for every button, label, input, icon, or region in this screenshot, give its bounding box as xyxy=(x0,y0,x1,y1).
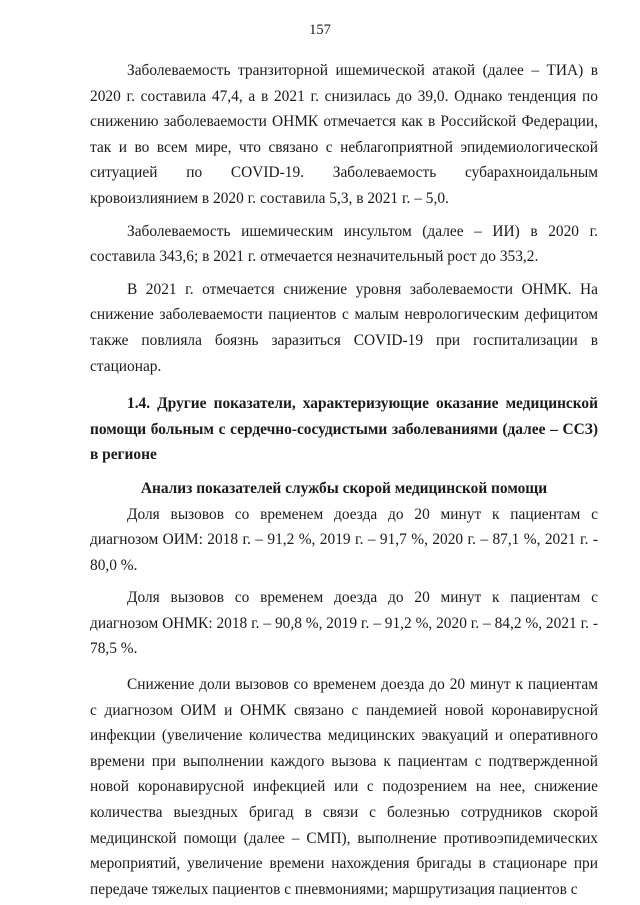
paragraph-oim-calls: Доля вызовов со временем доезда до 20 минут к пациентам с диагнозом ОИМ: 2018 г. – 91,2 %, 2019 г. – 91,7 %, 2020 г. – 87,1 %, 2021 г. - 80,0 %. xyxy=(90,505,598,574)
paragraph-onmk-calls: Доля вызовов со временем доезда до 20 минут к пациентам с диагнозом ОНМК: 2018 г. – 90,8 %, 2019 г. – 91,2 %, 2020 г. – 84,2 %, 2021 г. - 78,5 %. xyxy=(90,589,598,658)
section-heading: 1.4. Другие показатели, характеризующие оказание медицинской помощи больным с сердечно-сосудистыми заболеваниями (далее – ССЗ) в регионе xyxy=(90,395,598,464)
document-body xyxy=(90,58,598,902)
page-number: 157 xyxy=(309,22,331,38)
sub-heading: Анализ показателей службы скорой медицинской помощи xyxy=(140,479,548,497)
paragraph-calls-decline-reasons: Снижение доли вызовов со временем доезда до 20 минут к пациентам с диагнозом ОИМ и ОНМК связано с пандемией новой коронавирусной инфекции (увеличение количества медицинских эвакуаций и оперативного времени при выполнении каждого вызова к пациентам с подтвержденной новой коронавирусной инфекцией или с подозрением на нее, снижение количества выездных бригад в связи с болезнью сотрудников скорой медицинской помощи (далее – СМП), выполнение противоэпидемических мероприятий, увеличение времени нахождения бригады в стационаре при передаче тяжелых пациентов с пневмониями; маршрутизация пациентов с xyxy=(90,676,598,898)
paragraph-tia-incidence: Заболеваемость транзиторной ишемической атакой (далее – ТИА) в 2020 г. составила 47,4, а в 2021 г. снизилась до 39,0. Однако тенденция по снижению заболеваемости ОНМК отмечается как в Российской Федерации, так и во всем мире, что связано с неблагоприятной эпидемиологической ситуацией по COVID-19. Заболеваемость субарахноидальным кровоизлиянием в 2020 г. составила 5,3, в 2021 г. – 5,0. xyxy=(90,62,598,207)
paragraph-ischemic-stroke: Заболеваемость ишемическим инсультом (далее – ИИ) в 2020 г. составила 343,6; в 2021 г. отмечается незначительный рост до 353,2. xyxy=(90,222,598,266)
paragraph-onmk-decrease: В 2021 г. отмечается снижение уровня заболеваемости ОНМК. На снижение заболеваемости пациентов с малым неврологическим дефицитом также повлияла боязнь заразиться COVID-19 при госпитализации в стационар. xyxy=(90,280,598,375)
